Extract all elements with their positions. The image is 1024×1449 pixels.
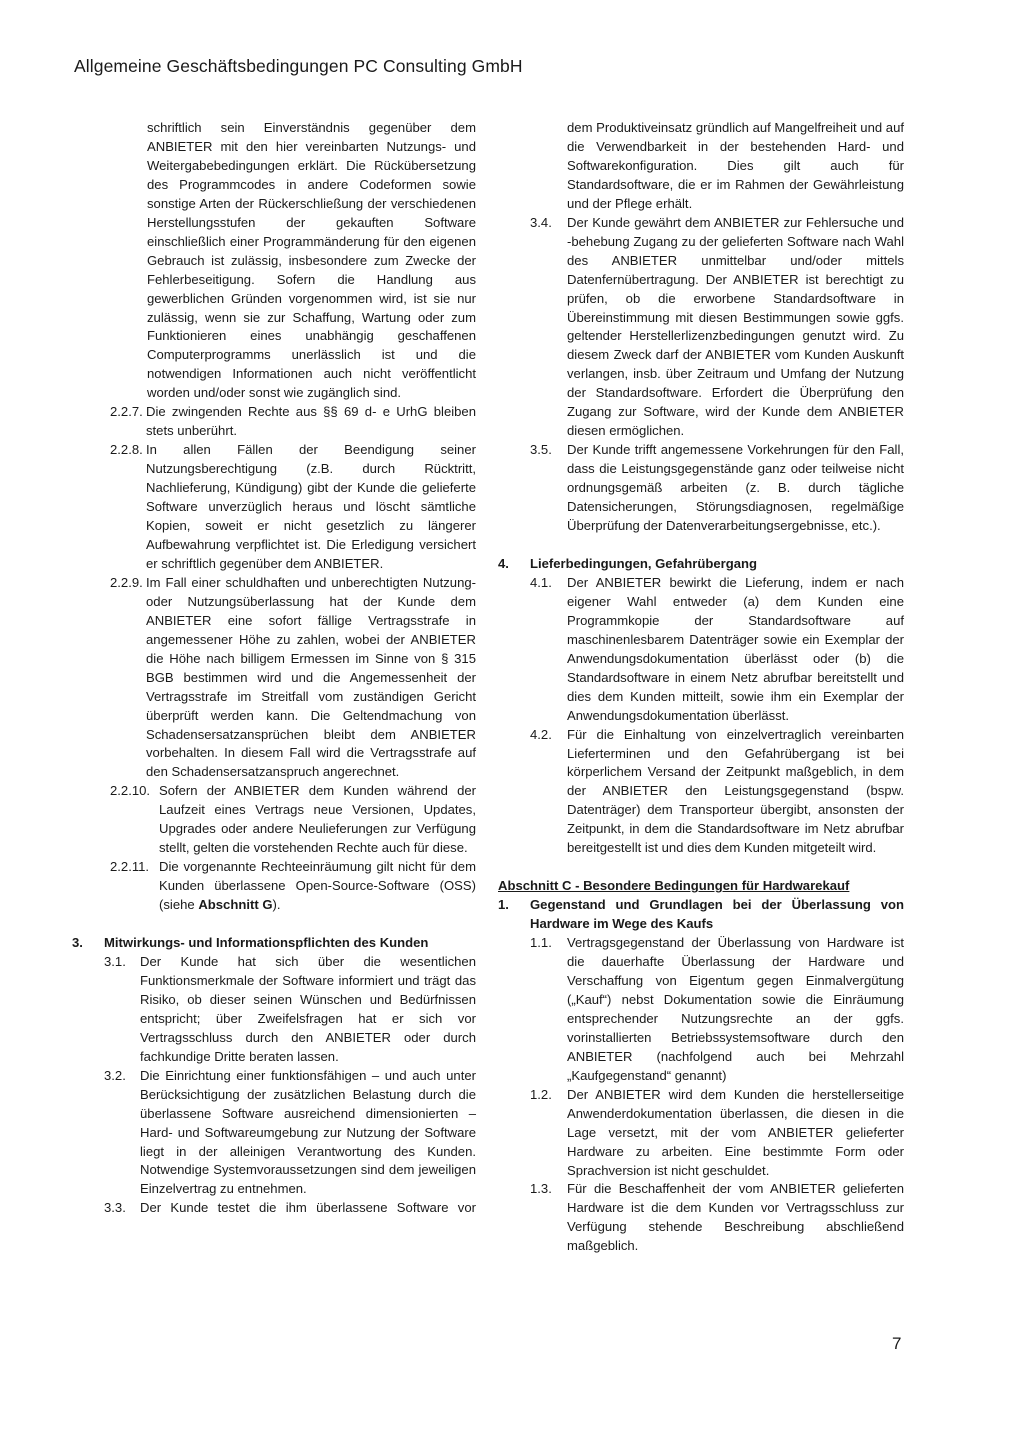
- clause-2-2-10: [72, 782, 476, 858]
- clause-number: 2.2.10.: [110, 783, 151, 799]
- clause-1-3: [498, 1180, 904, 1256]
- clause-3-4: [498, 214, 904, 441]
- clause-text: Der Kunde testet die ihm überlassene Software vor: [140, 1200, 476, 1216]
- section-number: 1.: [498, 897, 509, 913]
- clause-text: Die zwingenden Rechte aus §§ 69 d- e UrhG bleiben stets unberührt.: [146, 404, 476, 439]
- clause-text: Im Fall einer schuldhaften und unberechtigten Nutzung- oder Nutzungsüberlassung hat der Kunde dem ANBIETER eine sofort fällige Vertragsstrafe in angemessener Höhe zu zahlen, wobei der ANBIETER die Höhe nach billigem Ermessen im Sinne von § 315 BGB bestimmen wird und die Angemessenheit der Vertragsstrafe im Streitfall vom zuständigen Gericht überprüft werden kann. Die Geltendmachung von Schadensersatzansprüchen bleibt dem ANBIETER vorbehalten. In diesem Fall wird die Vertragsstrafe auf den Schadensersatzanspruch angerechnet.: [146, 574, 476, 780]
- clause-number: 3.4.: [530, 214, 552, 230]
- continuation-paragraph: schriftlich sein Einverständnis gegenüber dem ANBIETER mit den hier vereinbarten Nutzungs- und Weitergabebedingungen erklärt. Die Rückübersetzung des Programmcodes in andere Codeformen sowie sonstige Arten der Rückerschließung der verschiedenen Herstellungsstufen der gekauften Software einschließlich einer Programmänderung für den eigenen Gebrauch ist zulässig, insbesondere zum Zwecke der Fehlerbeseitigung. Sofern die Handlung aus gewerblichen Gründen vorgenommen wird, ist sie nur zulässig, wenn sie zur Schaffung, Wartung oder zum Funktionieren eines unabhängig geschaffenen Computerprogramms unerlässlich ist und die notwendigen Informationen auch nicht veröffentlicht worden und/oder sonst wie zugänglich sind.: [147, 120, 476, 401]
- section-title: Gegenstand und Grundlagen bei der Überlassung von Hardware im Wege des Kaufs: [530, 897, 904, 932]
- continuation-paragraph: dem Produktiveinsatz gründlich auf Mangelfreiheit und auf die Verwendbarkeit in der bestehenden Hard- und Softwarekonfiguration. Dies gilt auch für Standardsoftware, die er im Rahmen der Gewährleistung und der Pflege erhält.: [567, 120, 904, 211]
- clause-2-2-11: [72, 858, 476, 915]
- right-column: [498, 119, 904, 1256]
- clause-4-2: [498, 726, 904, 859]
- clause-text: Sofern der ANBIETER dem Kunden während der Laufzeit eines Vertrags neue Versionen, Updates, Upgrades oder andere Neulieferungen zur Verfügung stellt, gelten die vorstehenden Rechte auch für diese.: [159, 783, 476, 856]
- clause-text-end: ).: [272, 897, 281, 913]
- clause-number: 1.3.: [530, 1181, 552, 1197]
- clause-text: In allen Fällen der Beendigung seiner Nutzungsberechtigung (z.B. durch Rücktritt, Nachlieferung, Kündigung) gibt der Kunde die gelieferte Software unverzüglich heraus und löscht sämtliche Kopien, soweit er nicht gesetzlich zu längerer Aufbewahrung verpflichtet ist. Die Erledigung versichert er schriftlich gegenüber dem ANBIETER.: [146, 442, 476, 571]
- clause-number: 2.2.9.: [110, 574, 143, 590]
- clause-number: 4.2.: [530, 726, 552, 742]
- clause-text: [159, 858, 476, 915]
- section-number: 4.: [498, 555, 509, 571]
- clause-number: 3.2.: [104, 1067, 126, 1083]
- section-reference-link: Abschnitt G: [198, 897, 273, 913]
- section-3-heading: [72, 934, 476, 953]
- section-title: Lieferbedingungen, Gefahrübergang: [530, 555, 757, 571]
- clause-text: Die Einrichtung einer funktionsfähigen – und auch unter Berücksichtigung der zusätzlichen Belastung durch die überlassene Software ausreichend dimensionierten – Hard- und Softwareumgebung zur Nutzung der Software liegt in der alleinigen Verantwortung des Kunden. Notwendige Systemvoraussetzungen sind dem jeweiligen Einzelvertrag zu entnehmen.: [140, 1067, 476, 1197]
- clause-number: 2.2.8.: [110, 442, 143, 458]
- document-header: Allgemeine Geschäftsbedingungen PC Consulting GmbH: [74, 56, 523, 76]
- abschnitt-c-heading: Abschnitt C - Besondere Bedingungen für Hardwarekauf: [498, 878, 850, 894]
- clause-number: 2.2.11.: [110, 859, 150, 875]
- clause-text-main: Die vorgenannte Rechteeinräumung gilt nicht für dem Kunden überlassene Open-Source-Software (OSS) (siehe: [159, 859, 476, 913]
- clause-4-1: [498, 574, 904, 726]
- clause-text: Der ANBIETER wird dem Kunden die herstellerseitige Anwenderdokumentation überlassen, die diesen in die Lage versetzt, mit der vom ANBIETER gelieferter Hardware zu arbeiten. Eine bestimmte Form oder Sprachversion ist nicht geschuldet.: [567, 1086, 904, 1178]
- clause-3-3: [72, 1199, 476, 1218]
- clause-2-2-8: [72, 441, 476, 574]
- page-number: 7: [892, 1334, 902, 1353]
- clause-number: 1.1.: [530, 935, 552, 951]
- clause-text: Für die Beschaffenheit der vom ANBIETER gelieferten Hardware ist die dem Kunden vor Vertragsschluss zur Verfügung stehende Beschreibung abschließend maßgeblich.: [567, 1181, 904, 1254]
- clause-text: Der Kunde hat sich über die wesentlichen Funktionsmerkmale der Software informiert und trägt das Risiko, ob dieser seinen Wünschen und Bedürfnissen entspricht; über Zweifelsfragen hat er sich vor Vertragsschluss durch den ANBIETER oder durch fachkundige Dritte beraten lassen.: [140, 953, 476, 1064]
- clause-3-2: [72, 1067, 476, 1200]
- clause-number: 1.2.: [530, 1086, 552, 1102]
- clause-1-1: [498, 934, 904, 1086]
- clause-1-2: [498, 1086, 904, 1181]
- section-number: 3.: [72, 935, 83, 951]
- clause-number: 3.3.: [104, 1200, 126, 1216]
- section-4-heading: [498, 555, 904, 574]
- clause-3-1: [72, 953, 476, 1067]
- clause-text: Der Kunde trifft angemessene Vorkehrungen für den Fall, dass die Leistungsgegenstände ganz oder teilweise nicht ordnungsgemäß arbeiten (z. B. durch tägliche Datensicherungen, Störungsdiagnosen, regelmäßige Überprüfung der Datenverarbeitungsergebnisse, etc.).: [567, 442, 904, 534]
- left-column: [72, 119, 476, 1218]
- clause-2-2-9: [72, 574, 476, 782]
- clause-number: 2.2.7.: [110, 404, 143, 420]
- clause-number: 3.5.: [530, 442, 552, 458]
- clause-text: Der Kunde gewährt dem ANBIETER zur Fehlersuche und -behebung Zugang zu der gelieferten Software nach Wahl des ANBIETER unmittelbar und/oder mittels Datenfernübertragung. Der ANBIETER ist berechtigt zu prüfen, ob die erworbene Standardsoftware in Übereinstimmung mit diesen Bestimmungen sowie ggfs. geltender Herstellerlizenzbedingungen genutzt wird. Zu diesem Zweck darf der ANBIETER vom Kunden Auskunft verlangen, insb. über Zeitraum und Umfang der Nutzung der Standardsoftware. Erfordert die Überprüfung den Zugang zur Software, wird der Kunde dem ANBIETER diesen ermöglichen.: [567, 214, 904, 439]
- clause-3-5: [498, 441, 904, 536]
- section-1-heading: [498, 896, 904, 934]
- section-title: Mitwirkungs- und Informationspflichten des Kunden: [104, 935, 429, 951]
- clause-number: 3.1.: [104, 953, 126, 969]
- clause-text: Für die Einhaltung von einzelvertraglich vereinbarten Lieferterminen und den Gefahrübergang ist bei körperlichem Versand der Zeitpunkt maßgeblich, in dem der ANBIETER den Leistungsgegenstand (bspw. Datenträger) dem Transporteur übergibt, ansonsten der Zeitpunkt, in dem die Standardsoftware im Netz abrufbar bereitgestellt ist und dies dem Kunden mitgeteilt wird.: [567, 726, 904, 856]
- clause-2-2-7: [72, 403, 476, 441]
- clause-text: Der ANBIETER bewirkt die Lieferung, indem er nach eigener Wahl entweder (a) dem Kunden eine Programmkopie der Standardsoftware auf maschinenlesbarem Datenträger sowie ein Exemplar der Anwendungsdokumentation überlässt oder (b) die Standardsoftware in einem Netz abrufbar bereitstellt und dies dem Kunden mitteilt, sowie ihm ein Exemplar der Anwendungsdokumentation überlässt.: [567, 574, 904, 723]
- clause-text: Vertragsgegenstand der Überlassung von Hardware ist die dauerhafte Überlassung der Hardware und Verschaffung von Eigentum gegen Einmalvergütung („Kauf“) nebst Dokumentation sowie die Einräumung entsprechender Nutzungsrechte an der ggfs. vorinstallierten Betriebssystemsoftware durch den ANBIETER (nachfolgend auch bei Mehrzahl „Kaufgegenstand“ genannt): [567, 935, 904, 1083]
- clause-number: 4.1.: [530, 574, 552, 590]
